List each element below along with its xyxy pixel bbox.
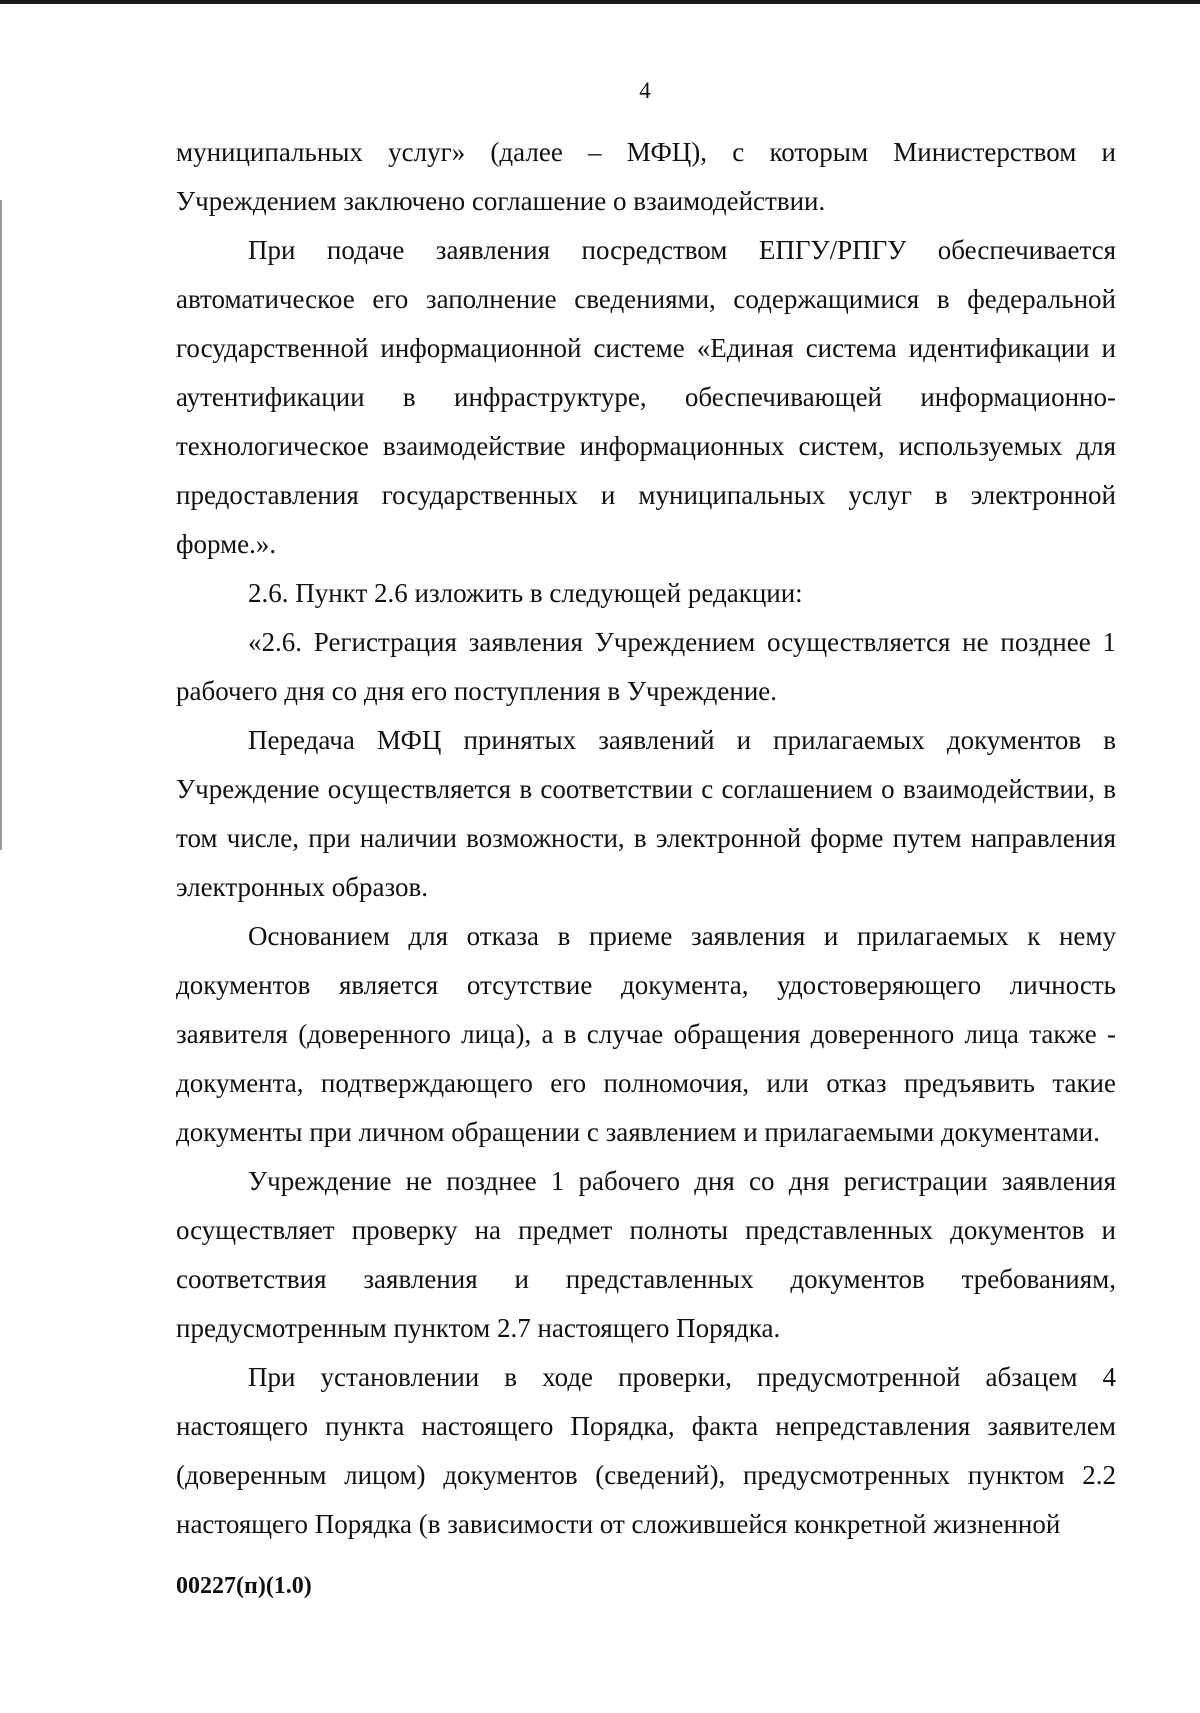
scan-edge bbox=[0, 200, 2, 850]
paragraph: При подаче заявления посредством ЕПГУ/РПГУ обеспечивается автоматическое его заполнение сведениями, содержащимися в федеральной государственной информационной системе «Единая система идентификации и аутентификации в инфраструктуре, обеспечивающей информационно-технологическое взаимодействие информационных систем, используемых для предоставления государственных и муниципальных услуг в электронной форме.». bbox=[176, 235, 1116, 559]
paragraph: муниципальных услуг» (далее – МФЦ), с которым Министерством и Учреждением заключено соглашение о взаимодействии. bbox=[176, 137, 1116, 216]
page-number: 4 bbox=[639, 78, 651, 103]
paragraph: При установлении в ходе проверки, предусмотренной абзацем 4 настоящего пункта настоящего Порядка, факта непредставления заявителем (доверенным лицом) документов (сведений), предусмотренных пунктом 2.2 настоящего Порядка (в зависимости от сложившейся конкретной жизненной bbox=[176, 1362, 1116, 1539]
paragraph: Основанием для отказа в приеме заявления и прилагаемых к нему документов является отсутствие документа, удостоверяющего личность заявителя (доверенного лица), а в случае обращения доверенного лица также - документа, подтверждающего его полномочия, или отказ предъявить такие документы при личном обращении с заявлением и прилагаемыми документами. bbox=[176, 921, 1116, 1147]
paragraph: «2.6. Регистрация заявления Учреждением осуществляется не позднее 1 рабочего дня со дня его поступления в Учреждение. bbox=[176, 627, 1116, 706]
document-body bbox=[176, 128, 1116, 1549]
paragraph: Учреждение не позднее 1 рабочего дня со дня регистрации заявления осуществляет проверку на предмет полноты представленных документов и соответствия заявления и представленных документов требованиям, предусмотренным пунктом 2.7 настоящего Порядка. bbox=[176, 1166, 1116, 1343]
paragraph: 2.6. Пункт 2.6 изложить в следующей редакции: bbox=[248, 578, 803, 608]
paragraph: Передача МФЦ принятых заявлений и прилагаемых документов в Учреждение осуществляется в соответствии с соглашением о взаимодействии, в том числе, при наличии возможности, в электронной форме путем направления электронных образов. bbox=[176, 725, 1116, 902]
document-code: 00227(п)(1.0) bbox=[176, 1573, 312, 1599]
top-rule bbox=[0, 0, 1200, 4]
